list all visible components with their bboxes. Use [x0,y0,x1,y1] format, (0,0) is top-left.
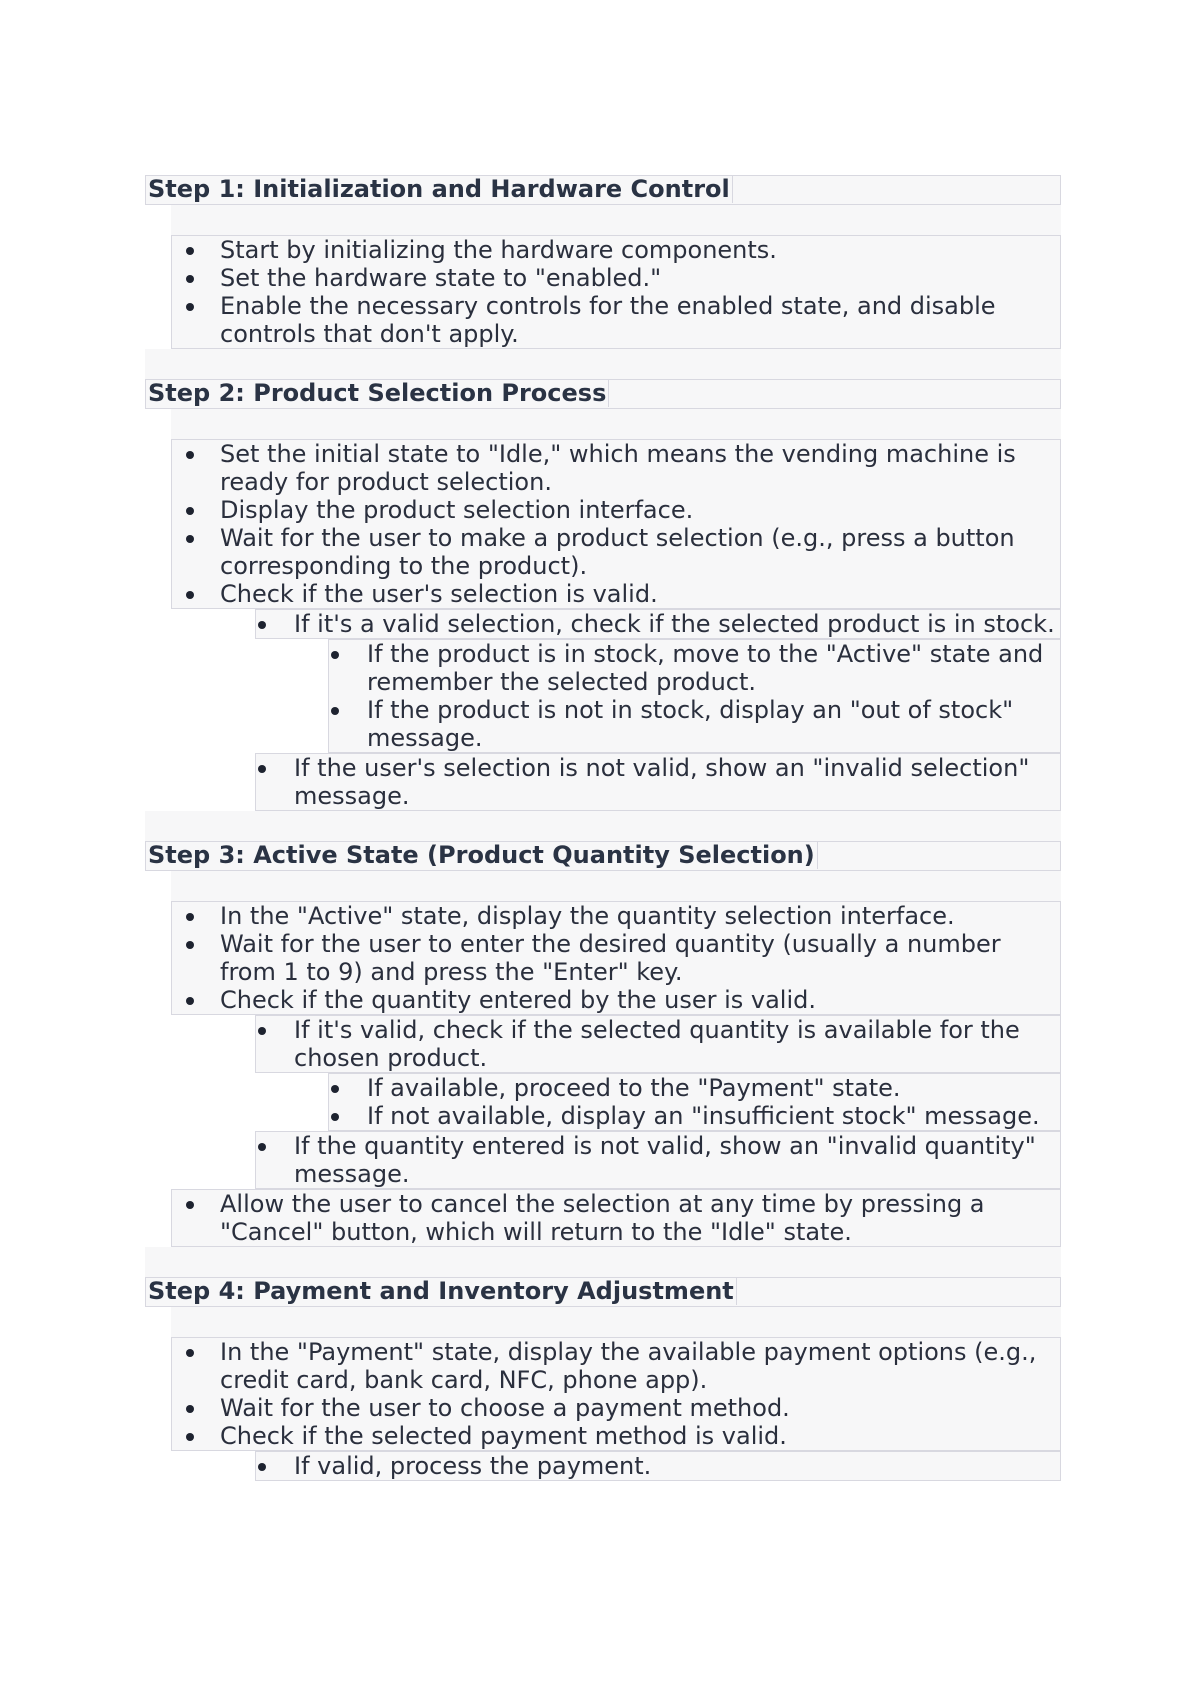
bullet-icon [186,507,194,515]
bullet-icon [186,1201,194,1209]
list-item-text: If it's valid, check if the selected quantity is available for the chosen product. [294,1016,1020,1072]
bullet-icon [258,621,266,629]
step-heading: Step 2: Product Selection Process [146,380,609,407]
list-item [256,754,1060,810]
bullet-list-level-1 [171,1189,1061,1247]
step-heading: Step 4: Payment and Inventory Adjustment [146,1278,737,1305]
step-section [145,1277,1061,1481]
section-gap [145,811,1061,841]
step-heading: Step 3: Active State (Product Quantity Selection) [146,842,818,869]
bullet-list-level-1 [171,901,1061,1015]
bullet-list-level-1 [171,439,1061,609]
list-item-text: Wait for the user to make a product selection (e.g., press a button corresponding to the product). [220,524,1015,580]
bullet-icon [331,1113,339,1121]
list-item-text: If the product is in stock, move to the "Active" state and remember the selected product. [367,640,1044,696]
list-item [329,696,1060,752]
list-item [172,902,1060,930]
list-item [172,524,1060,580]
bullet-icon [186,913,194,921]
bullet-icon [186,303,194,311]
bullet-icon [186,535,194,543]
bullet-icon [186,1405,194,1413]
bullet-icon [258,1143,266,1151]
list-item [172,1394,1060,1422]
spacer [171,871,1061,901]
bullet-icon [258,1463,266,1471]
list-item-text: Enable the necessary controls for the enabled state, and disable controls that don't apply. [220,292,996,348]
list-item [172,440,1060,496]
bullet-list-level-1 [171,235,1061,349]
step-section [145,379,1061,841]
bullet-list-level-2 [255,609,1061,639]
bullet-icon [186,941,194,949]
bullet-icon [258,1027,266,1035]
list-item [256,1452,1060,1480]
list-item-text: If the quantity entered is not valid, show an "invalid quantity" message. [294,1132,1036,1188]
spacer [171,205,1061,235]
bullet-icon [186,247,194,255]
step-section [145,841,1061,1277]
list-item [256,610,1060,638]
list-item [172,1338,1060,1394]
list-item-text: Set the hardware state to "enabled." [220,264,662,292]
list-item-text: Start by initializing the hardware components. [220,236,777,264]
bullet-list-level-2 [255,1451,1061,1481]
list-item [172,236,1060,264]
list-item-text: If the user's selection is not valid, show an "invalid selection" message. [294,754,1030,810]
list-item [172,986,1060,1014]
list-item-text: Set the initial state to "Idle," which means the vending machine is ready for product selection. [220,440,1016,496]
step-heading-band [145,379,1061,409]
list-item [172,496,1060,524]
list-item-text: Allow the user to cancel the selection at any time by pressing a "Cancel" button, which will return to the "Idle" state. [220,1190,985,1246]
list-item-text: In the "Active" state, display the quantity selection interface. [220,902,955,930]
step-heading-band [145,841,1061,871]
list-item [172,930,1060,986]
step-heading-band [145,1277,1061,1307]
list-item [172,1422,1060,1450]
spacer [171,1307,1061,1337]
bullet-icon [331,707,339,715]
list-item [172,580,1060,608]
bullet-icon [186,997,194,1005]
bullet-icon [186,1433,194,1441]
bullet-list-level-1 [171,1337,1061,1451]
spacer [171,409,1061,439]
bullet-icon [331,651,339,659]
step-section [145,175,1061,379]
list-item [172,292,1060,348]
bullet-icon [331,1085,339,1093]
list-item-text: Check if the quantity entered by the user is valid. [220,986,816,1014]
bullet-list-level-2 [255,753,1061,811]
bullet-icon [186,591,194,599]
list-item [172,264,1060,292]
list-item-text: Wait for the user to enter the desired quantity (usually a number from 1 to 9) and press the "Enter" key. [220,930,1001,986]
step-heading: Step 1: Initialization and Hardware Control [146,176,733,203]
list-item-text: Wait for the user to choose a payment method. [220,1394,790,1422]
list-item [329,640,1060,696]
bullet-icon [186,275,194,283]
list-item-text: If not available, display an "insufficient stock" message. [367,1102,1040,1130]
list-item-text: Display the product selection interface. [220,496,694,524]
bullet-list-level-3 [328,639,1061,753]
list-item-text: In the "Payment" state, display the available payment options (e.g., credit card, bank card, NFC, phone app). [220,1338,1037,1394]
step-heading-band [145,175,1061,205]
list-item-text: Check if the user's selection is valid. [220,580,658,608]
bullet-list-level-2 [255,1015,1061,1073]
section-gap [145,349,1061,379]
bullet-icon [186,1349,194,1357]
bullet-icon [258,765,266,773]
document-page [145,175,1061,1481]
list-item [329,1074,1060,1102]
section-gap [145,1247,1061,1277]
list-item [256,1132,1060,1188]
list-item-text: If available, proceed to the "Payment" state. [367,1074,901,1102]
list-item-text: If the product is not in stock, display an "out of stock" message. [367,696,1014,752]
bullet-list-level-2 [255,1131,1061,1189]
list-item-text: Check if the selected payment method is valid. [220,1422,787,1450]
list-item [329,1102,1060,1130]
list-item [172,1190,1060,1246]
list-item-text: If valid, process the payment. [294,1452,652,1480]
bullet-icon [186,451,194,459]
list-item [256,1016,1060,1072]
list-item-text: If it's a valid selection, check if the selected product is in stock. [294,610,1055,638]
bullet-list-level-3 [328,1073,1061,1131]
